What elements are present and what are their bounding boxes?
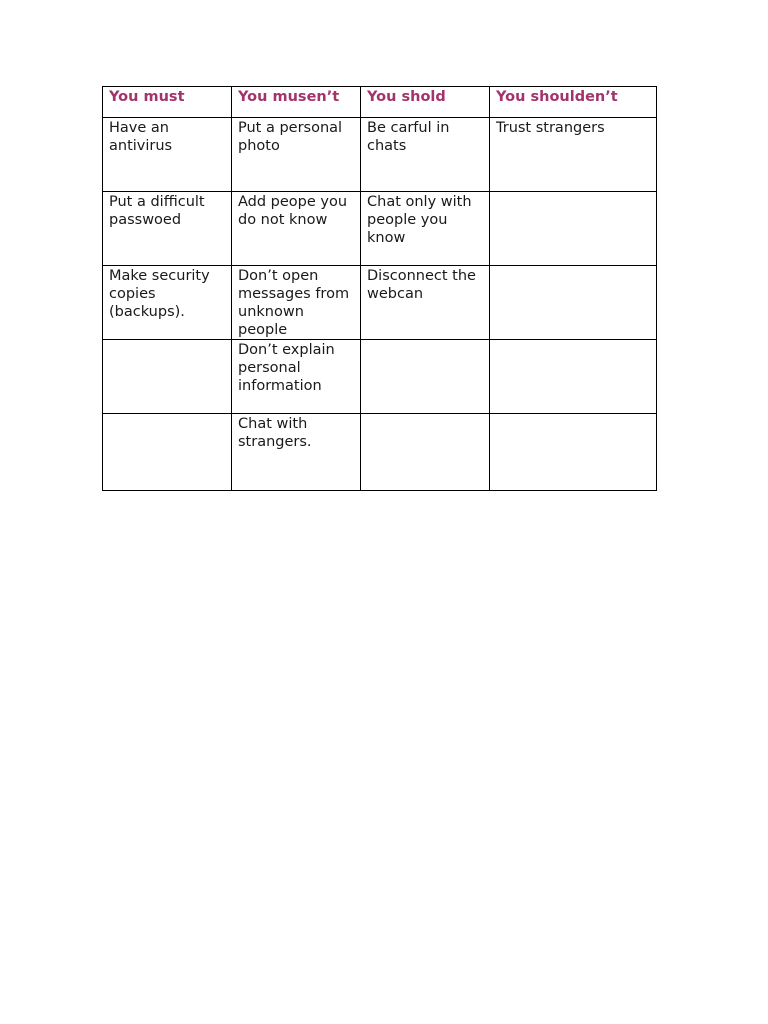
header-you-shold: You shold [361, 87, 490, 118]
table-row [103, 266, 657, 340]
table-cell: Make security copies (backups). [103, 266, 232, 340]
table-cell: Put a personal photo [232, 118, 361, 192]
header-you-musent: You musen’t [232, 87, 361, 118]
table-cell: Don’t open messages from unknown people [232, 266, 361, 340]
table-row [103, 414, 657, 491]
table-cell: Have an antivirus [103, 118, 232, 192]
table-cell: Disconnect the webcan [361, 266, 490, 340]
table-row [103, 340, 657, 414]
header-you-shoulden-t: You shoulden’t [490, 87, 657, 118]
table-cell [103, 340, 232, 414]
table-cell [490, 414, 657, 491]
rules-table [102, 86, 657, 491]
table-row [103, 118, 657, 192]
table-cell: Add peope you do not know [232, 192, 361, 266]
table-cell [490, 266, 657, 340]
table-cell [103, 414, 232, 491]
table-cell [490, 340, 657, 414]
table-cell: Chat with strangers. [232, 414, 361, 491]
table-cell: Trust strangers [490, 118, 657, 192]
table-cell: Put a difficult passwoed [103, 192, 232, 266]
table-cell: Be carful in chats [361, 118, 490, 192]
table-cell: Don’t explain personal information [232, 340, 361, 414]
table-cell [490, 192, 657, 266]
table-cell: Chat only with people you know [361, 192, 490, 266]
table-header-row [103, 87, 657, 118]
header-you-must: You must [103, 87, 232, 118]
table-cell [361, 414, 490, 491]
table-row [103, 192, 657, 266]
table-cell [361, 340, 490, 414]
